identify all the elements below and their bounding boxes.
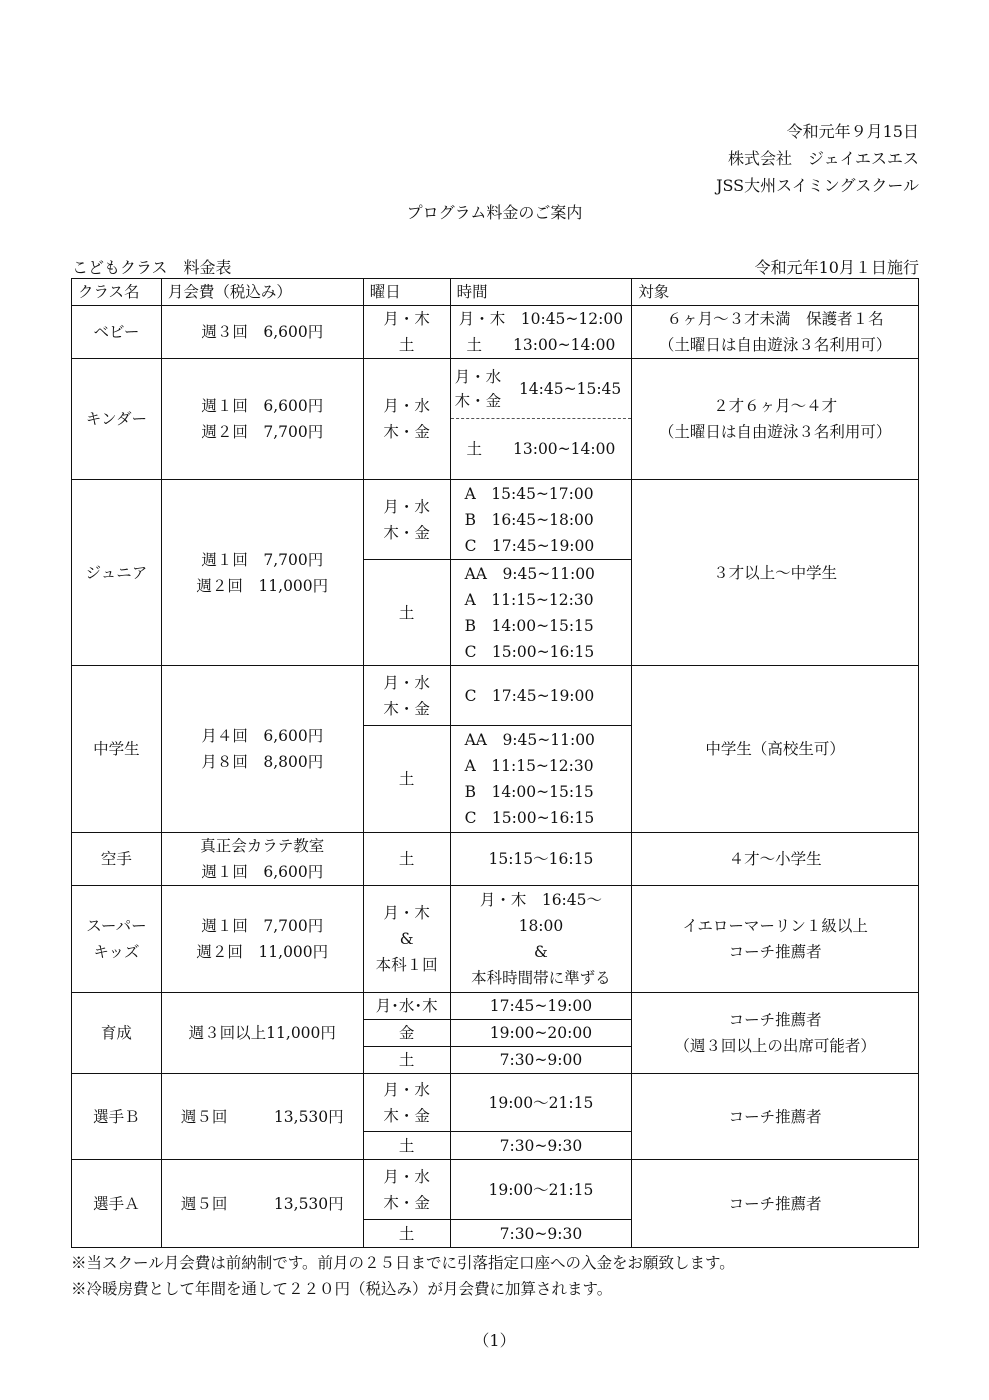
- table-header-row: [72, 279, 919, 306]
- table-row: [72, 359, 919, 419]
- days-cell: 月・水 木・金: [363, 480, 450, 560]
- header-days: 曜日: [363, 279, 450, 306]
- days-cell: 土: [363, 1047, 450, 1074]
- days-cell: 月・水 木・金: [363, 666, 450, 726]
- page-number: （1）: [473, 1331, 516, 1350]
- days-cell: 土: [363, 833, 450, 886]
- days-cell: 土: [363, 560, 450, 666]
- header-time: 時間: [450, 279, 632, 306]
- target-cell: イエローマーリン１級以上 コーチ推薦者: [632, 886, 919, 993]
- days-cell: 月・水 木・金: [363, 1074, 450, 1132]
- monthly-fee: 週３回 6,600円: [161, 306, 363, 359]
- time-cell: 7:30~9:00: [450, 1047, 632, 1074]
- time-cell: AA 9:45~11:00 A 11:15~12:30 B 14:00~15:15 C 15:00~16:15: [450, 726, 632, 833]
- monthly-fee: 週１回 7,700円 週２回 11,000円: [161, 886, 363, 993]
- time-cell: 土 13:00~14:00: [450, 419, 632, 480]
- class-name: 中学生: [72, 666, 162, 833]
- class-name: スーパー キッズ: [72, 886, 162, 993]
- header-target: 対象: [632, 279, 919, 306]
- time-cell: 17:45~19:00: [450, 993, 632, 1020]
- class-name: 空手: [72, 833, 162, 886]
- table-row: [72, 306, 919, 359]
- class-name: 育成: [72, 993, 162, 1074]
- fee-table: [71, 278, 919, 1248]
- days-cell: 土: [363, 1132, 450, 1160]
- days-cell: 月・木 & 本科１回: [363, 886, 450, 993]
- table-row: [72, 666, 919, 726]
- time-cell: 15:15～16:15: [450, 833, 632, 886]
- time-cell: C 17:45~19:00: [450, 666, 632, 726]
- monthly-fee: 月４回 6,600円 月８回 8,800円: [161, 666, 363, 833]
- class-name: ベビー: [72, 306, 162, 359]
- class-name: 選手Ｂ: [72, 1074, 162, 1160]
- days-cell: 土: [363, 1220, 450, 1248]
- days-cell: 月･水･木: [363, 993, 450, 1020]
- days-cell: 月・水 木・金: [363, 359, 450, 480]
- time-cell: 7:30~9:30: [450, 1132, 632, 1160]
- header-class: クラス名: [72, 279, 162, 306]
- target-cell: 中学生（高校生可）: [632, 666, 919, 833]
- table-row: [72, 886, 919, 993]
- section-title: こどもクラス 料金表: [72, 258, 232, 277]
- monthly-fee: 週１回 7,700円 週２回 11,000円: [161, 480, 363, 666]
- monthly-fee: 真正会カラテ教室 週１回 6,600円: [161, 833, 363, 886]
- target-cell: ６ヶ月～３才未満 保護者１名 （土曜日は自由遊泳３名利用可）: [632, 306, 919, 359]
- target-cell: コーチ推薦者 （週３回以上の出席可能者）: [632, 993, 919, 1074]
- note-aircon-fee: ※冷暖房費として年間を通して２２０円（税込み）が月会費に加算されます。: [71, 1280, 613, 1298]
- page-title: プログラム料金のご案内: [406, 203, 583, 222]
- class-name: 選手Ａ: [72, 1160, 162, 1248]
- time-cell: A 15:45~17:00 B 16:45~18:00 C 17:45~19:00: [450, 480, 632, 560]
- days-cell: 金: [363, 1020, 450, 1047]
- time-cell: 月・木 10:45~12:00 土 13:00~14:00: [450, 306, 632, 359]
- time-cell: 7:30~9:30: [450, 1220, 632, 1248]
- class-name: キンダー: [72, 359, 162, 480]
- school-name: JSS大州スイミングスクール: [716, 176, 919, 195]
- days-cell: 月・木 土: [363, 306, 450, 359]
- effective-date: 令和元年10月１日施行: [754, 258, 919, 277]
- time-cell: 19:00～21:15: [450, 1074, 632, 1132]
- time-cell: 月・木 16:45～ 18:00 & 本科時間帯に準ずる: [450, 886, 632, 993]
- monthly-fee: 週５回 13,530円: [161, 1074, 363, 1160]
- table-row: [72, 480, 919, 560]
- time-cell: 19:00~20:00: [450, 1020, 632, 1047]
- company-name: 株式会社 ジェイエスエス: [727, 149, 919, 168]
- target-cell: ４才～小学生: [632, 833, 919, 886]
- time-cell: 19:00～21:15: [450, 1160, 632, 1220]
- monthly-fee: 週１回 6,600円 週２回 7,700円: [161, 359, 363, 480]
- table-row: [72, 833, 919, 886]
- monthly-fee: 週５回 13,530円: [161, 1160, 363, 1248]
- table-row: [72, 1074, 919, 1132]
- class-name: ジュニア: [72, 480, 162, 666]
- target-cell: コーチ推薦者: [632, 1160, 919, 1248]
- time-cell: AA 9:45~11:00 A 11:15~12:30 B 14:00~15:15 C 15:00~16:15: [450, 560, 632, 666]
- target-cell: ２才６ヶ月～４才 （土曜日は自由遊泳３名利用可）: [632, 359, 919, 480]
- table-row: [72, 1160, 919, 1220]
- header-fee: 月会費（税込み）: [161, 279, 363, 306]
- days-cell: 土: [363, 726, 450, 833]
- monthly-fee: 週３回以上11,000円: [161, 993, 363, 1074]
- target-cell: コーチ推薦者: [632, 1074, 919, 1160]
- table-row: [72, 993, 919, 1020]
- note-prepayment: ※当スクール月会費は前納制です。前月の２５日までに引落指定口座への入金をお願致します。: [71, 1254, 735, 1272]
- days-cell: 月・水 木・金: [363, 1160, 450, 1220]
- time-cell: 月・水 木・金 14:45~15:45: [450, 359, 632, 419]
- document-date: 令和元年９月15日: [786, 122, 919, 141]
- target-cell: ３才以上～中学生: [632, 480, 919, 666]
